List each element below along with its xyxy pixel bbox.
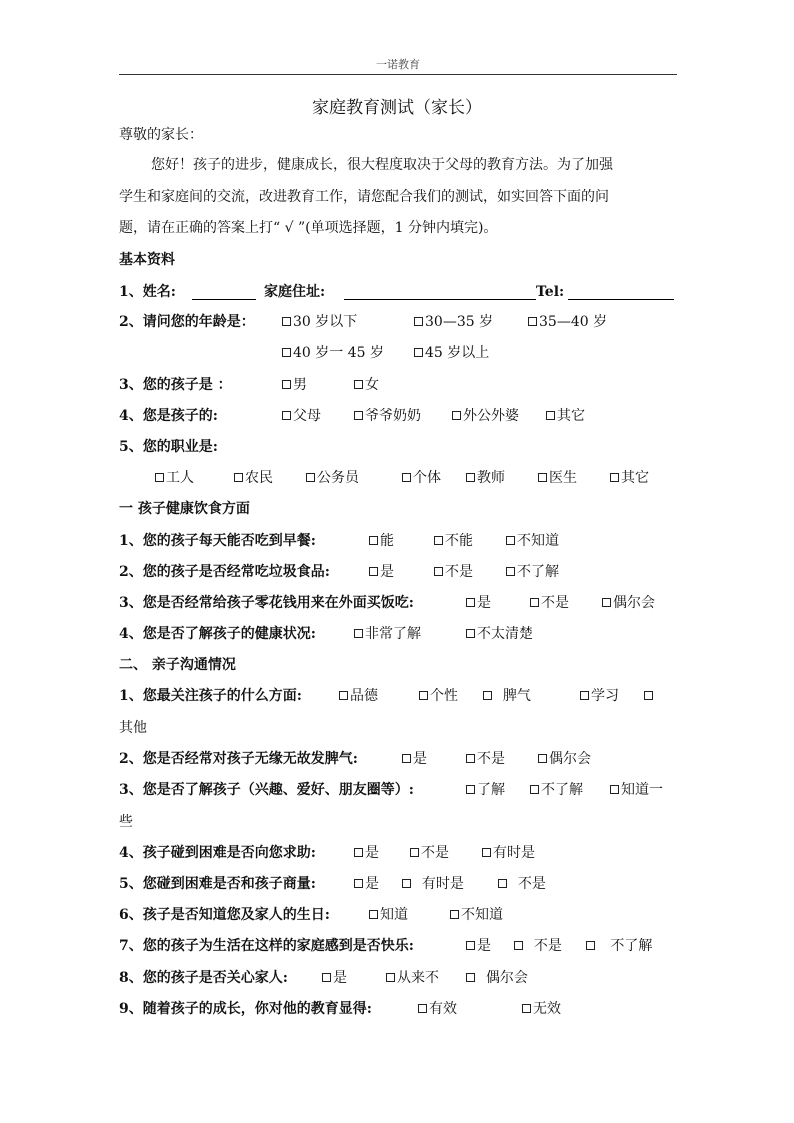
age-option[interactable]: 35—40 岁 <box>528 312 607 332</box>
checkbox[interactable] <box>354 411 363 420</box>
checkbox[interactable] <box>354 629 363 638</box>
checkbox[interactable] <box>369 567 378 576</box>
age-option[interactable]: 45 岁以上 <box>414 343 489 363</box>
checkbox[interactable] <box>414 348 423 357</box>
s2-q7-label: 7、您的孩子为生活在这样的家庭感到是否快乐: <box>119 938 414 954</box>
happy-option[interactable]: 是 <box>466 936 491 956</box>
checkbox[interactable] <box>538 473 547 482</box>
discuss-option[interactable]: 有时是 <box>402 874 464 894</box>
intro-line-3: 题，请在正确的答案上打“ √ ”(单项选择题，1 分钟内填完)。 <box>119 220 498 236</box>
discuss-option[interactable]: 不是 <box>498 874 546 894</box>
checkbox[interactable] <box>522 1004 531 1013</box>
checkbox[interactable] <box>602 598 611 607</box>
section1-heading: 一 孩子健康饮食方面 <box>119 501 250 517</box>
job-option[interactable]: 工人 <box>155 468 194 488</box>
checkbox[interactable] <box>466 598 475 607</box>
checkbox[interactable] <box>369 536 378 545</box>
s2-q3-label: 3、您是否了解孩子（兴趣、爱好、朋友圈等）: <box>119 782 414 798</box>
job-option[interactable]: 医生 <box>538 468 577 488</box>
checkbox[interactable] <box>530 785 539 794</box>
checkbox[interactable] <box>282 348 291 357</box>
focus-option[interactable]: 学习 <box>580 686 619 706</box>
s1-q3-label: 3、您是否经常给孩子零花钱用来在外面买饭吃: <box>119 595 414 611</box>
focus-option[interactable]: 个性 <box>419 686 458 706</box>
s2-q2-label: 2、您是否经常对孩子无缘无故发脾气: <box>119 751 358 767</box>
understand-option[interactable]: 了解 <box>466 780 505 800</box>
job-option[interactable]: 教师 <box>466 468 505 488</box>
birthday-option[interactable]: 知道 <box>369 905 408 925</box>
job-option[interactable]: 其它 <box>610 468 649 488</box>
happy-option[interactable]: 不了解 <box>586 936 652 956</box>
effect-option[interactable]: 有效 <box>418 999 457 1019</box>
checkbox[interactable] <box>586 941 595 950</box>
relation-option[interactable]: 父母 <box>282 406 321 426</box>
checkbox[interactable] <box>450 910 459 919</box>
pocketmoney-option[interactable]: 不是 <box>530 593 569 613</box>
checkbox[interactable] <box>483 691 492 700</box>
checkbox[interactable] <box>546 411 555 420</box>
checkbox[interactable] <box>339 691 348 700</box>
checkbox[interactable] <box>354 380 363 389</box>
checkbox[interactable] <box>402 754 411 763</box>
s2-q1-label: 1、您最关注孩子的什么方面: <box>119 688 302 704</box>
birthday-option[interactable]: 不知道 <box>450 905 503 925</box>
checkbox[interactable] <box>580 691 589 700</box>
checkbox[interactable] <box>466 785 475 794</box>
pocketmoney-option[interactable]: 偶尔会 <box>602 593 655 613</box>
s1-q1-label: 1、您的孩子每天能否吃到早餐: <box>119 533 316 549</box>
discuss-option[interactable]: 是 <box>354 874 379 894</box>
job-option[interactable]: 公务员 <box>306 468 359 488</box>
checkbox[interactable] <box>466 629 475 638</box>
checkbox[interactable] <box>414 317 423 326</box>
basic-q5-label: 5、您的职业是: <box>119 439 218 455</box>
name-field[interactable] <box>192 284 256 300</box>
age-option[interactable]: 30—35 岁 <box>414 312 493 332</box>
checkbox[interactable] <box>610 785 619 794</box>
checkbox[interactable] <box>452 411 461 420</box>
junkfood-option[interactable]: 是 <box>369 562 394 582</box>
help-option[interactable]: 有时是 <box>482 843 535 863</box>
job-option[interactable]: 个体 <box>402 468 441 488</box>
gender-option[interactable]: 男 <box>282 375 307 395</box>
greeting: 尊敬的家长： <box>119 127 203 143</box>
tel-field[interactable] <box>568 284 674 300</box>
s2-q4-label: 4、孩子碰到困难是否向您求助: <box>119 845 316 861</box>
focus-option-other-box[interactable] <box>644 686 655 706</box>
checkbox[interactable] <box>498 879 507 888</box>
age-option[interactable]: 30 岁以下 <box>282 312 357 332</box>
junkfood-option[interactable]: 不是 <box>434 562 473 582</box>
focus-option[interactable]: 品德 <box>339 686 378 706</box>
pocketmoney-option[interactable]: 是 <box>466 593 491 613</box>
checkbox[interactable] <box>234 473 243 482</box>
page-header: 一诺教育 <box>376 58 420 71</box>
basic-q4-label: 4、您是孩子的: <box>119 408 218 424</box>
understand-option[interactable]: 知道一 <box>610 780 663 800</box>
s2-q9-label: 9、随着孩子的成长，你对他的教育显得: <box>119 1001 372 1017</box>
checkbox[interactable] <box>466 941 475 950</box>
basic-q3-label: 3、您的孩子是 ： <box>119 377 232 393</box>
temper-option[interactable]: 偶尔会 <box>538 749 591 769</box>
checkbox[interactable] <box>419 691 428 700</box>
relation-option[interactable]: 其它 <box>546 406 585 426</box>
focus-option[interactable]: 脾气 <box>483 686 531 706</box>
header-rule <box>119 74 677 75</box>
care-option[interactable]: 从来不 <box>386 968 439 988</box>
address-field[interactable] <box>344 284 536 300</box>
intro-line-2: 学生和家庭间的交流，改进教育工作，请您配合我们的测试，如实回答下面的问 <box>119 189 609 205</box>
happy-option[interactable]: 不是 <box>514 936 562 956</box>
checkbox[interactable] <box>354 848 363 857</box>
address-label: 家庭住址: <box>264 284 326 300</box>
checkbox[interactable] <box>322 973 331 982</box>
checkbox[interactable] <box>482 848 491 857</box>
checkbox[interactable] <box>386 973 395 982</box>
relation-option[interactable]: 外公外婆 <box>452 406 519 426</box>
checkbox[interactable] <box>528 317 537 326</box>
care-option[interactable]: 偶尔会 <box>466 968 528 988</box>
help-option[interactable]: 不是 <box>410 843 449 863</box>
temper-option[interactable]: 不是 <box>466 749 505 769</box>
s2-q5-label: 5、您碰到困难是否和孩子商量: <box>119 876 316 892</box>
checkbox[interactable] <box>282 317 291 326</box>
job-option[interactable]: 农民 <box>234 468 273 488</box>
tel-label: Tel: <box>536 284 565 300</box>
checkbox[interactable] <box>402 473 411 482</box>
checkbox[interactable] <box>402 879 411 888</box>
checkbox[interactable] <box>155 473 164 482</box>
checkbox[interactable] <box>530 598 539 607</box>
checkbox[interactable] <box>410 848 419 857</box>
checkbox[interactable] <box>506 536 515 545</box>
s1-q4-label: 4、您是否了解孩子的健康状况: <box>119 626 316 642</box>
checkbox[interactable] <box>610 473 619 482</box>
checkbox[interactable] <box>506 567 515 576</box>
checkbox[interactable] <box>369 910 378 919</box>
age-option[interactable]: 40 岁一 45 岁 <box>282 343 384 363</box>
checkbox[interactable] <box>466 754 475 763</box>
document-title: 家庭教育测试（家长） <box>312 98 482 118</box>
s2-q6-label: 6、孩子是否知道您及家人的生日: <box>119 907 330 923</box>
junkfood-option[interactable]: 不了解 <box>506 562 559 582</box>
effect-option[interactable]: 无效 <box>522 999 561 1019</box>
basic-q2-label: 2、请问您的年龄是： <box>119 314 255 330</box>
health-option[interactable]: 不太清楚 <box>466 624 533 644</box>
checkbox[interactable] <box>466 473 475 482</box>
understand-option[interactable]: 不了解 <box>530 780 583 800</box>
intro-line-1: 您好！孩子的进步，健康成长，很大程度取决于父母的教育方法。为了加强 <box>151 157 613 173</box>
name-label: 1、姓名: <box>119 284 176 300</box>
help-option[interactable]: 是 <box>354 843 379 863</box>
checkbox[interactable] <box>466 973 475 982</box>
checkbox[interactable] <box>418 1004 427 1013</box>
s1-q2-label: 2、您的孩子是否经常吃垃圾食品: <box>119 564 330 580</box>
checkbox[interactable] <box>434 536 443 545</box>
breakfast-option[interactable]: 不能 <box>434 531 473 551</box>
checkbox[interactable] <box>538 754 547 763</box>
relation-option[interactable]: 爷爷奶奶 <box>354 406 421 426</box>
section2-heading: 二、 亲子沟通情况 <box>119 657 236 673</box>
focus-option-other-label: 其他 <box>119 720 147 736</box>
checkbox[interactable] <box>354 879 363 888</box>
gender-option[interactable]: 女 <box>354 375 379 395</box>
checkbox[interactable] <box>644 691 653 700</box>
breakfast-option[interactable]: 能 <box>369 531 394 551</box>
basic-heading: 基本资料 <box>119 252 175 268</box>
checkbox[interactable] <box>282 411 291 420</box>
s2-q8-label: 8、您的孩子是否关心家人: <box>119 970 288 986</box>
care-option[interactable]: 是 <box>322 968 347 988</box>
health-option[interactable]: 非常了解 <box>354 624 421 644</box>
checkbox[interactable] <box>282 380 291 389</box>
understand-wrap-text: 些 <box>119 814 133 830</box>
breakfast-option[interactable]: 不知道 <box>506 531 559 551</box>
checkbox[interactable] <box>306 473 315 482</box>
checkbox[interactable] <box>514 941 523 950</box>
checkbox[interactable] <box>434 567 443 576</box>
temper-option[interactable]: 是 <box>402 749 427 769</box>
